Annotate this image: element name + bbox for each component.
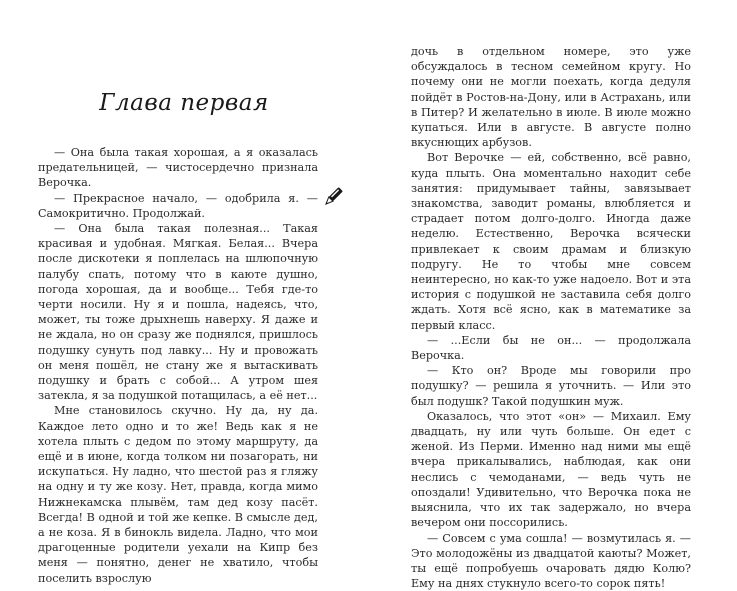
paragraph: — Совсем с ума сошла! — возмутилась я. — Это молодожёны из двадцатой каюты? Может, ты ещё попробуешь очаровать дядю Колю? Ему на днях стукнуло всего-то сорок пять! <box>411 531 691 591</box>
paragraph: — Она была такая полезная... Такая красивая и удобная. Мягкая. Белая... Вчера после дискотеки я поплелась на шлюпочную палубу спать, потому что в каюте душно, погода хорошая, да и вообще... Тебя где-то черти носили. Ну я и пошла, надеясь, что, может, ты тоже дрыхнешь наверху. Я даже и не ждала, но он сразу же поднялся, пришлось подушку сунуть под лавку... Ну и провожать он меня пошёл, не стану же я вытаскивать подушку и брать с собой... А утром шея затекла, я за подушкой потащилась, а её нет... <box>38 221 318 403</box>
paragraph: — ...Если бы не он... — продолжала Верочка. <box>411 333 691 363</box>
paragraph: — Прекрасное начало, — одобрила я. — Самокритично. Продолжай. <box>38 191 318 221</box>
right-page <box>368 0 737 549</box>
paragraph: — Кто он? Вроде мы говорили про подушку? — решила я уточнить. — Или это был подушк? Такой подушкин муж. <box>411 363 691 409</box>
right-page-text <box>411 44 691 591</box>
paragraph: дочь в отдельном номере, это уже обсуждалось в тесном семейном кругу. Но почему они не могли поехать, когда дедуля пойдёт в Ростов-на-Дону, или в Астрахань, или в Питер? И желательно в июле. В июле можно купаться. Или в августе. В августе полно вкуснющих арбузов. <box>411 44 691 150</box>
chapter-title: Глава первая <box>38 90 330 116</box>
left-page-text <box>38 145 318 586</box>
pencil-icon <box>322 186 344 208</box>
paragraph: Оказалось, что этот «он» — Михаил. Ему двадцать, ну или чуть больше. Он едет с женой. Из Перми. Именно над ними мы ещё вчера прикалывались, наблюдая, как они неслись с чемоданами, — ведь чуть не опоздали! Удивительно, что Верочка пока не выяснила, что их так задержало, но вчера вечером они поссорились. <box>411 409 691 531</box>
paragraph: Мне становилось скучно. Ну да, ну да. Каждое лето одно и то же! Ведь как я не хотела плыть с дедом по этому маршруту, да ещё и в июне, когда толком ни позагорать, ни искупаться. Ну ладно, что шестой раз я гляжу на одну и ту же козу. Нет, правда, когда мимо Нижнекамска плывём, там дед козу пасёт. Всегда! В одной и той же кепке. В смысле дед, а не коза. Я в бинокль видела. Ладно, что мои драгоценные родители уехали на Кипр без меня — понятно, денег не хватило, чтобы поселить взрослую <box>38 403 318 585</box>
paragraph: — Она была такая хорошая, а я оказалась предательницей, — чистосердечно призналa Верочка. <box>38 145 318 191</box>
paragraph: Вот Верочке — ей, собственно, всё равно, куда плыть. Она моментально находит себе занятия: придумывает тайны, завязывает знакомства, заводит романы, влюбляется и страдает потом долго-долго. Иногда даже неделю. Естественно, Верочка всячески привлекает к своим драмам и близкую подругу. Не то чтобы мне совсем неинтересно, но как-то уже надоело. Вот и эта история с подушкой не заставила себя долго ждать. Хотя всё ясно, как в математике за первый класс. <box>411 150 691 332</box>
left-page <box>0 0 368 549</box>
